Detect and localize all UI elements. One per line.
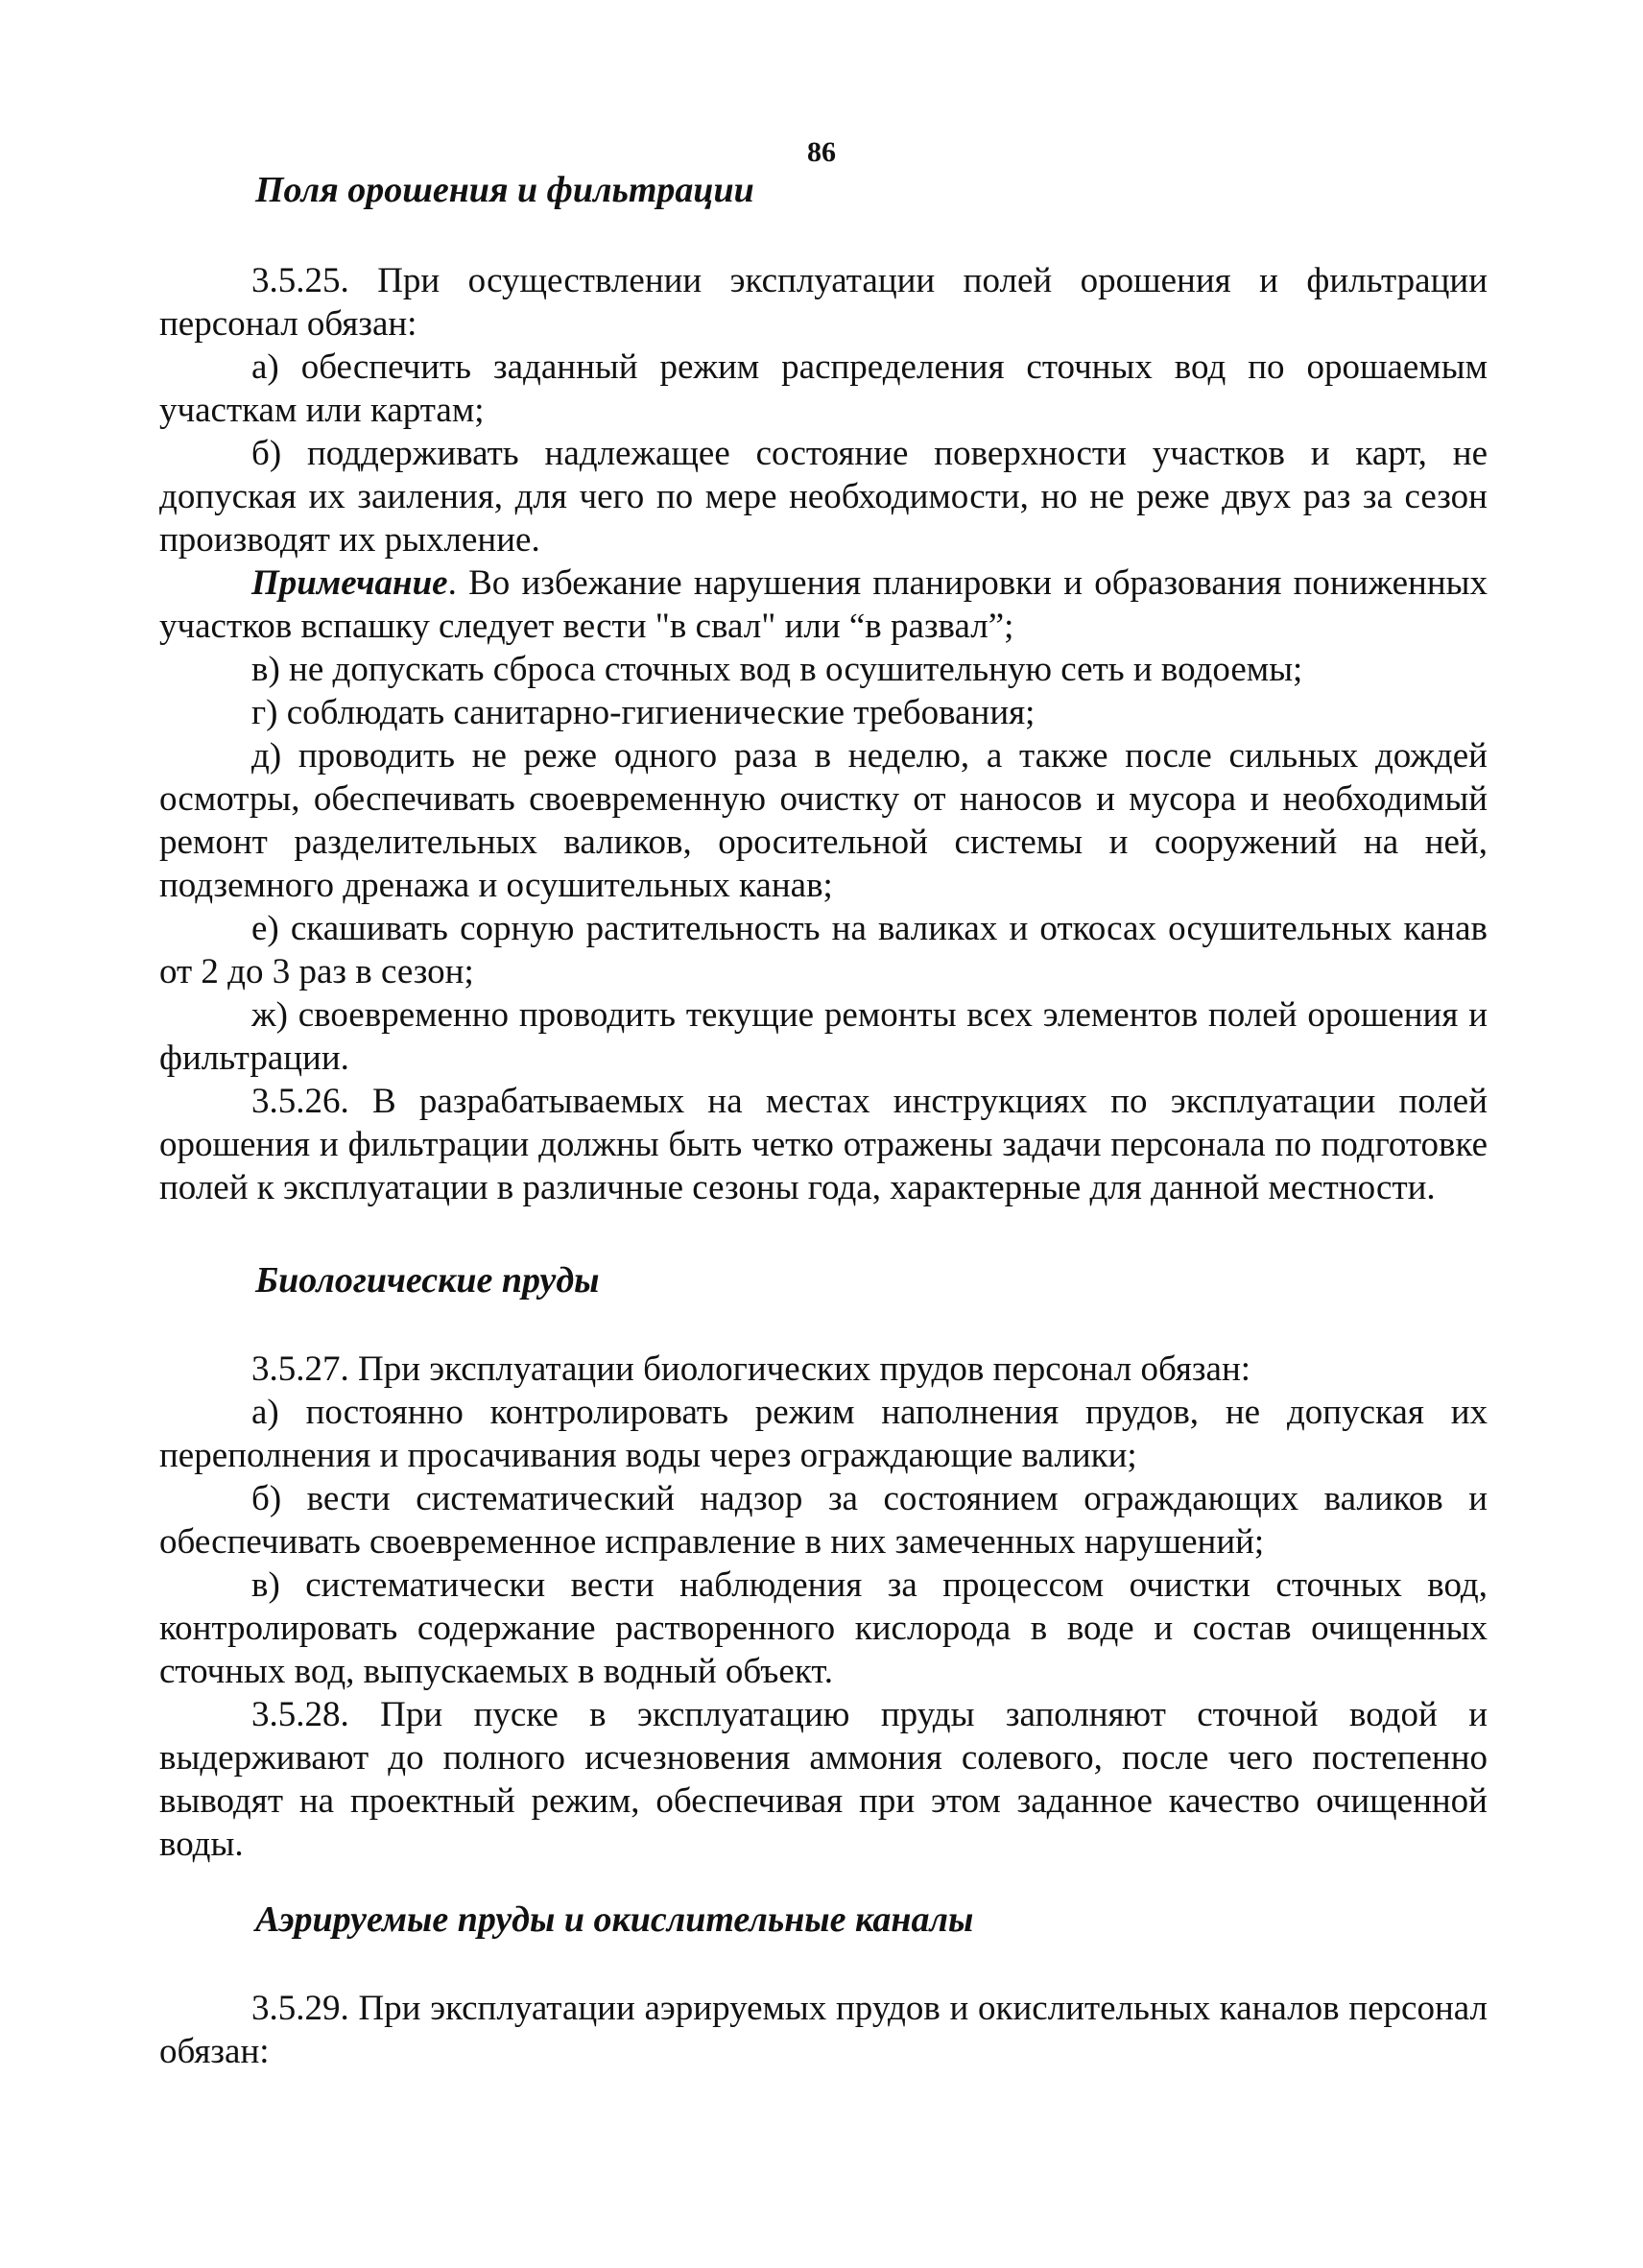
paragraph-3-5-26: 3.5.26. В разрабатываемых на местах инструкциях по эксплуатации полей орошения и фильтрации должны быть четко отражены задачи персонала по подготовке полей к эксплуатации в различные сезоны года, характерные для данной местности.	[159, 1082, 1488, 1207]
list-item-zh: ж) своевременно проводить текущие ремонты всех элементов полей орошения и фильтрации.	[159, 995, 1488, 1078]
list-item-v: в) не допускать сброса сточных вод в осушительную сеть и водоемы;	[251, 650, 1303, 689]
list-item-v: в) систематически вести наблюдения за процессом очистки сточных вод, контролировать содержание растворенного кислорода в воде и состав очищенных сточных вод, выпускаемых в водный объект.	[159, 1565, 1488, 1691]
section-body-irrigation-fields	[159, 259, 1488, 1209]
list-item-b: б) поддерживать надлежащее состояние поверхности участков и карт, не допуская их заиления, для чего по мере необходимости, но не реже двух раз за сезон производят их рыхление.	[159, 434, 1488, 560]
list-item-g: г) соблюдать санитарно-гигиенические требования;	[251, 693, 1036, 732]
paragraph-3-5-28: 3.5.28. При пуске в эксплуатацию пруды заполняют сточной водой и выдерживают до полного исчезновения аммония солевого, после чего постепенно выводят на проектный режим, обеспечивая при этом заданное качество очищенной воды.	[159, 1695, 1488, 1864]
list-item-a: а) постоянно контролировать режим наполнения прудов, не допуская их переполнения и просачивания воды через ограждающие валики;	[159, 1393, 1488, 1475]
page-number: 86	[807, 136, 836, 168]
list-item-b: б) вести систематический надзор за состоянием ограждающих валиков и обеспечивать своевременное исправление в них замеченных нарушений;	[159, 1479, 1488, 1562]
paragraph-3-5-29: 3.5.29. При эксплуатации аэрируемых прудов и окислительных каналов персонал обязан:	[159, 1989, 1488, 2071]
paragraph-3-5-25: 3.5.25. При осуществлении эксплуатации полей орошения и фильтрации персонал обязан:	[159, 261, 1488, 344]
section-heading-irrigation-fields: Поля орошения и фильтрации	[255, 170, 754, 210]
section-heading-biological-ponds: Биологические пруды	[255, 1260, 600, 1301]
list-item-d: д) проводить не реже одного раза в неделю, а также после сильных дождей осмотры, обеспечивать своевременную очистку от наносов и мусора и необходимый ремонт разделительных валиков, оросительной системы и сооружений на ней, подземного дренажа и осушительных канав;	[159, 736, 1488, 905]
section-heading-aerated-ponds: Аэрируемые пруды и окислительные каналы	[255, 1899, 974, 1940]
list-item-a: а) обеспечить заданный режим распределения сточных вод по орошаемым участкам или картам;	[159, 347, 1488, 430]
paragraph-3-5-27: 3.5.27. При эксплуатации биологических прудов персонал обязан:	[251, 1349, 1251, 1389]
note-text: . Во избежание нарушения планировки и образования пониженных участков вспашку следует вести "в свал" или “в развал”;	[159, 563, 1488, 646]
note-label: Примечание	[251, 563, 448, 603]
note-paragraph	[159, 561, 1488, 648]
section-body-biological-ponds	[159, 1348, 1488, 1866]
section-body-aerated-ponds	[159, 1987, 1488, 2073]
list-item-e: е) скашивать сорную растительность на валиках и откосах осушительных канав от 2 до 3 раз в сезон;	[159, 909, 1488, 991]
